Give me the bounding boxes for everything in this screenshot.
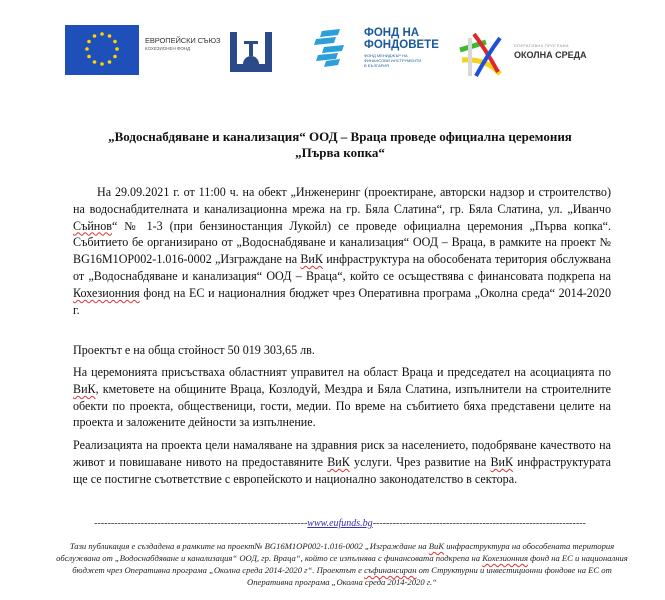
- text: На церемонията присъстваха областният управител на област Враца и председател на асоциацията по: [73, 365, 611, 379]
- fof-sub-1: ФОНД МЕНИДЖЪР НА: [364, 53, 408, 58]
- text: инфраструктура на обособената територия обслужвана от „Водоснабдяване и канализация“ ООД – Враца“, който се осъществява с финансовата подкрепа на: [73, 252, 611, 283]
- op-small: ОПЕРАТИВНА ПРОГРАМА: [514, 44, 570, 48]
- eufunds-link[interactable]: www.eufunds.bg: [307, 518, 373, 529]
- text: фонд на ЕС и националния бюджет чрез Оперативна програма „Околна среда 2014-2020 г“. Проектът е: [72, 553, 628, 575]
- title-line-1: „Водоснабдяване и канализация“ ООД – Враца проведе официална церемония: [108, 129, 572, 144]
- document-title: [60, 129, 620, 161]
- text: инфраструктурата ще се постигне съответствие с европейското и национално законодателство в сектора.: [73, 454, 611, 486]
- spellcheck-word: ВиК: [490, 454, 514, 469]
- eu-logo-text: [145, 36, 220, 51]
- title-line-2: „Първа копка“: [295, 145, 385, 160]
- footer-disclaimer: [52, 540, 632, 588]
- eu-subtitle: КОХЕЗИОНЕН ФОНД: [145, 46, 191, 51]
- spellcheck-word: Кохезионния: [73, 285, 140, 300]
- spellcheck-word: ВиК: [300, 252, 323, 267]
- paragraph-4: [73, 437, 611, 487]
- text: Реализацията на проекта цели намаляване на здравния риск за населението, подобряване качеството на живот и повишаване нивото на предоставяните: [73, 438, 611, 469]
- text: На 29.09.2021 г. от 11:00 ч. на обект „Инженеринг (проектиране, авторски надзор и строителство) на водоснабдителната и канализационна мрежа на гр. Бяла Слатина“, гр. Бяла Слатина, ул. „Иванчо: [73, 185, 611, 216]
- paragraph-2: Проектът е на обща стойност 50 019 303,65 лв.: [73, 343, 315, 357]
- spellcheck-word: ВиК: [428, 541, 445, 551]
- text: фонд на ЕС и националния бюджет чрез Оперативна програма „Околна среда“ 2014-2020 г.: [73, 285, 611, 317]
- eu-flag-icon: [65, 25, 139, 75]
- fof-sub-2: ФИНАНСОВИ ИНСТРУМЕНТИ: [364, 58, 422, 63]
- text: Тази публикация е създадена в рамките на проект№ BG16M1OP002-1.016-0002 „Изграждане на: [69, 541, 429, 551]
- fof-sub-3: В БЪЛГАРИЯ: [364, 63, 390, 68]
- spellcheck-word: Съйнов: [73, 218, 113, 233]
- op-main: ОКОЛНА СРЕДА: [514, 50, 587, 60]
- paragraph-1: [73, 184, 611, 318]
- footer-separator: [40, 518, 640, 529]
- text: “ № 1-3 (при бензиностанция Лукойл) се проведе официална церемония „Първа копка“. Събитието бе организирано от „Водоснабдяване и канализация“ ООД – Враца, в рамките на проект № BG16M1OP002-1.016-0002 „Изграждане на: [73, 218, 611, 267]
- environment-op-icon: [456, 30, 510, 78]
- dashes-left: ----------------------------------------------------------------: [94, 518, 308, 529]
- logo-header: [0, 22, 665, 92]
- fof-title-2: ФОНДОВЕТЕ: [364, 39, 439, 51]
- text: инфраструктура на обособената територия обслужвана от „Водоснабдяване и канализация“ ООД, гр. Враца“, който се изпълнява с финансовата подкрепа на: [56, 541, 615, 563]
- water-valve-icon: [228, 28, 274, 76]
- fund-of-funds-text: [364, 27, 439, 68]
- spellcheck-word: ВиК: [73, 381, 96, 396]
- eu-title: ЕВРОПЕЙСКИ СЪЮЗ: [145, 36, 221, 45]
- fund-of-funds-icon: [314, 27, 354, 69]
- dashes-right: ----------------------------------------------------------------: [372, 518, 586, 529]
- environment-op-text: [514, 44, 587, 60]
- spellcheck-word: Кохезионния: [482, 553, 529, 563]
- text: , кметовете на общините Враца, Козлодуй, Мездра и Бяла Слатина, изпълнители на строителните обекти по проекта, общественици, гости, медии. По време на събитието бяха представени целите на проекта и заложените дейности за изпълнение.: [73, 381, 611, 430]
- spellcheck-word: съфинансиран: [364, 565, 417, 575]
- text: услуги. Чрез развитие на: [349, 454, 491, 469]
- spellcheck-word: ВиК: [327, 454, 350, 469]
- paragraph-3: [73, 364, 611, 431]
- text: от Структурни и инвестиционни фондове на ЕС от Оперативна програма „Околна среда 2014-2020 г.“: [247, 565, 612, 587]
- fof-title-1: ФОНД НА: [364, 27, 420, 39]
